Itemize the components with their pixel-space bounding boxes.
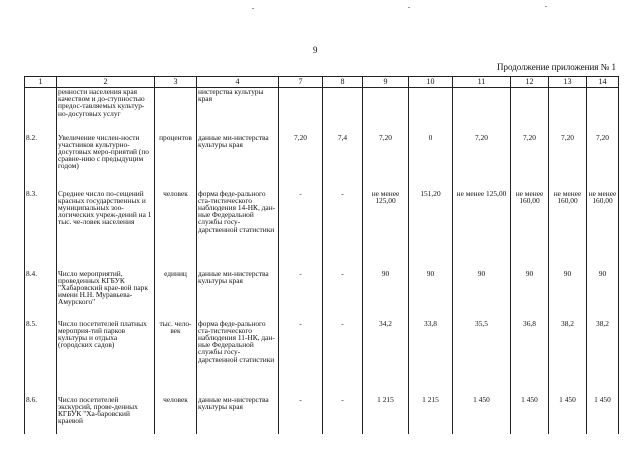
table-row [25,190,619,270]
column-header: 9 [363,77,409,88]
value-cell: 1 450 [549,396,587,434]
table-row [25,270,619,320]
value-cell: 7,20 [587,134,619,190]
unit-of-measure: человек [155,396,197,434]
value-cell: - [323,190,363,270]
indicator-name: Увеличение числен-ности участников культурно-досуговых меро-приятий (по сравне-нию с предыдущим годом) [57,134,155,190]
table-row [25,134,619,190]
unit-of-measure [155,88,197,134]
column-header: 14 [587,77,619,88]
value-cell [549,88,587,134]
value-cell: 90 [453,270,511,320]
scan-artifact [408,7,410,8]
value-cell [279,88,323,134]
value-cell: 1 215 [409,396,453,434]
value-cell: не менее 160,00 [549,190,587,270]
unit-of-measure: человек [155,190,197,270]
value-cell: 151,20 [409,190,453,270]
data-source: нистерства культуры края [197,88,279,134]
value-cell: - [323,396,363,434]
value-cell: 1 215 [363,396,409,434]
value-cell [511,88,549,134]
scan-artifact [545,6,547,7]
value-cell: 33,8 [409,320,453,396]
column-header: 3 [155,77,197,88]
value-cell: 1 450 [587,396,619,434]
value-cell: - [279,396,323,434]
value-cell: 7,20 [279,134,323,190]
column-header: 7 [279,77,323,88]
column-header: 2 [57,77,155,88]
value-cell: 90 [511,270,549,320]
value-cell: 35,5 [453,320,511,396]
column-header: 10 [409,77,453,88]
row-number: 8.2. [25,134,57,190]
table-row [25,320,619,396]
value-cell: не менее 125,00 [363,190,409,270]
row-number [25,88,57,134]
value-cell: 7,4 [323,134,363,190]
data-source: данные ми-нистерства культуры края [197,270,279,320]
indicator-name: Число посетителей экскурсий, прове-денных КГБУК "Ха-баровский краевой [57,396,155,434]
unit-of-measure: процентов [155,134,197,190]
value-cell [363,88,409,134]
value-cell: - [279,320,323,396]
value-cell: 38,2 [549,320,587,396]
row-number: 8.3. [25,190,57,270]
annex-continuation-label: Продолжение приложения № 1 [496,62,616,72]
column-header: 1 [25,77,57,88]
value-cell: 7,20 [511,134,549,190]
page-number: 9 [313,45,318,55]
value-cell: не менее 160,00 [511,190,549,270]
column-header: 12 [511,77,549,88]
value-cell: не менее 160,00 [587,190,619,270]
value-cell: 1 450 [453,396,511,434]
value-cell: 7,20 [453,134,511,190]
column-header: 13 [549,77,587,88]
row-number: 8.6. [25,396,57,434]
value-cell [587,88,619,134]
indicator-name: ренности населения края качеством и до-ступностью предос-тавляемых культур-но-досуговых услуг [57,88,155,134]
value-cell: 7,20 [363,134,409,190]
value-cell: - [323,270,363,320]
data-source: данные ми-нистерства культуры края [197,396,279,434]
header-row [25,77,619,88]
value-cell: - [323,320,363,396]
scan-artifact [252,8,254,9]
value-cell [323,88,363,134]
value-cell: 38,2 [587,320,619,396]
data-source: форма феде-рального ста-тистического наблюдения 11-НК, дан-ные Федеральной службы госу-дарственной статистики [197,320,279,396]
indicator-name: Число посетителей платных мероприя-тий парков культуры и отдыха (городских садов) [57,320,155,396]
row-number: 8.5. [25,320,57,396]
value-cell [409,88,453,134]
value-cell: 90 [363,270,409,320]
indicators-table [24,76,619,434]
value-cell: 0 [409,134,453,190]
indicator-name: Число мероприятий, проведенных КГБУК "Хабаровский крае-вой парк имени Н.Н. Муравьева-Амурского" [57,270,155,320]
data-source: форма феде-рального ста-тистического наблюдения 14-НК, дан-ные Федеральной службы госу-дарственной статистики [197,190,279,270]
value-cell: 90 [409,270,453,320]
column-header: 4 [197,77,279,88]
value-cell [453,88,511,134]
column-header: 11 [453,77,511,88]
column-header: 8 [323,77,363,88]
value-cell: не менее 125,00 [453,190,511,270]
value-cell: 1 450 [511,396,549,434]
value-cell: - [279,190,323,270]
value-cell: 36,8 [511,320,549,396]
value-cell: - [279,270,323,320]
data-source: данные ми-нистерства культуры края [197,134,279,190]
value-cell: 90 [549,270,587,320]
unit-of-measure: единиц [155,270,197,320]
table-row [25,88,619,134]
unit-of-measure: тыс. чело-век [155,320,197,396]
row-number: 8.4. [25,270,57,320]
table-row [25,396,619,434]
indicator-name: Среднее число по-сещений красных государственных и муниципальных зоо-логических учреж-дений на 1 тыс. че-ловек населения [57,190,155,270]
value-cell: 7,20 [549,134,587,190]
value-cell: 34,2 [363,320,409,396]
value-cell: 90 [587,270,619,320]
